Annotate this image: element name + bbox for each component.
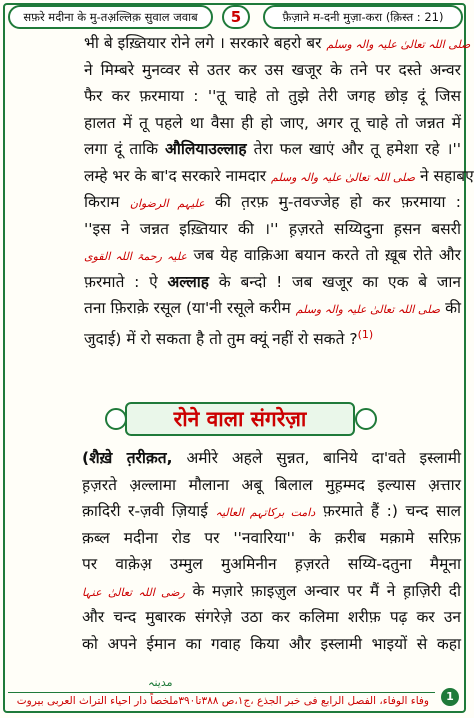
text-line: तना फ़िराक़े रसूल (या'नी रसूले करीम صلی اللہ تعالیٰ علیہ والہ وسلم की bbox=[84, 299, 461, 317]
footer-divider bbox=[8, 692, 435, 693]
page-footer bbox=[8, 676, 463, 710]
text-line: किराम علیہم الرضوان की त़रफ़ मु-तवज्जेह हो कर फ़रमाया : bbox=[84, 193, 462, 211]
text-line: ने मिम्बरे मुनव्वर से उतर कर उस खजूर के तने पर दस्ते अन्वर bbox=[84, 60, 461, 79]
page-header bbox=[8, 5, 463, 31]
text-line: फ़रमाते : ऐ अल्लाह के बन्दो ! जब खजूर का एक बे जान bbox=[84, 272, 461, 291]
salutation: علیہ رحمۃ اللہ القوی bbox=[84, 250, 187, 263]
salutation: صلی اللہ تعالیٰ علیہ والہ وسلم bbox=[326, 38, 471, 51]
salutation: دامت برکاتہم العالیہ bbox=[215, 506, 316, 519]
text-line: ह़ज़रते अ़ल्लामा मौलाना अबू बिलाल मुह़म्मद इल्यास अ़त्तार bbox=[82, 475, 461, 494]
salutation: صلی اللہ تعالیٰ علیہ والہ وسلم bbox=[295, 303, 441, 316]
text-line: علیہ رحمۃ اللہ القوی जब येह वाक़िआ बयान करते तो ख़ूब रोते और bbox=[84, 246, 461, 264]
text-line: क़ब्ल मदीना रोड पर ''नवारिया'' के क़रीब मक़ामे सरिफ़ bbox=[82, 528, 461, 547]
ornament-icon bbox=[105, 408, 127, 430]
salutation: علیہم الرضوان bbox=[129, 197, 205, 210]
paragraph-1 bbox=[84, 30, 474, 348]
text-line: लगा दूं ताकि औलियाउल्लाह तेरा फल खाएं और तू हमेशा रहे ।'' bbox=[84, 140, 461, 158]
footer-mark: مدینہ bbox=[148, 676, 173, 689]
paragraph-2 bbox=[82, 445, 461, 657]
text-line: ''इस ने जन्नत इख़्तियार की ।'' ह़ज़रते सय्यिदुना ह़सन बसरी bbox=[84, 219, 461, 238]
footnote-ref: (1) bbox=[357, 327, 374, 341]
text-line: लम्हे भर के बा'द सरकारे नामदार صلی اللہ تعالیٰ علیہ والہ وسلم ने सहाबए bbox=[84, 166, 474, 185]
footnote-reference: وفاء الوفاء، الفصل الرابع فی خبر الجذع ،ج١،ص ٣٨٨تا٣٩٠ملخصاً دار احیاء التراث العربی بیروت bbox=[16, 695, 429, 707]
text-line: رضی اللہ تعالیٰ عنہا के मज़ारे फ़ाइज़ुल अन्वार पर मैं ने ह़ाज़िरी दी bbox=[82, 581, 461, 600]
text-line: जुदाई) में रो सकता है तो तुम क्यूं नहीं रो सकते ?$^{(1)}$ bbox=[84, 327, 374, 348]
page-number: 5 bbox=[222, 5, 250, 29]
text-line: हालत में तू पहले था वैसा ही हो जाए, अगर तू चाहे तो जन्नत में bbox=[84, 113, 461, 132]
text-line: फैर कर फ़रमाया : ''तू चाहे तो तुझे तेरी जगह छोड़ दूं जिस bbox=[84, 87, 461, 105]
text-line: क़ादिरी र-ज़वी ज़ियाई دامت برکاتہم العالیہ फ़रमाते हैं :) चन्द साल bbox=[82, 502, 461, 520]
section-title: रोने वाला संगरेज़ा bbox=[125, 402, 355, 436]
book-title-left: सफ़रे मदीना के मु-तअ़ल्लिक़ सुवाल जवाब bbox=[8, 5, 213, 29]
text-line: और चन्द मुबारक संगरेज़े उठा कर कलिमा शरीफ़ पढ़ कर उन bbox=[82, 608, 461, 626]
book-title-right: फ़ैज़ाने म-दनी मुज़ा-करा (क़िस्त : 21) bbox=[263, 5, 463, 29]
salutation: صلی اللہ تعالیٰ علیہ والہ وسلم bbox=[271, 170, 416, 184]
footnote-number: 1 bbox=[441, 688, 459, 706]
text-line: को अपने ईमान का गवाह किया और इस्लामी भाइयों से कहा bbox=[82, 634, 461, 653]
ornament-icon bbox=[355, 408, 377, 430]
salutation: رضی اللہ تعالیٰ عنہا bbox=[82, 585, 185, 599]
text-line: पर वाक़ेअ़ उम्मुल मुअमिनीन ह़ज़रते सय्यि-दतुना मैमूना bbox=[82, 555, 461, 573]
text-line: भी बे इख़्तियार रोने लगे । सरकारे बहरो बर صلی اللہ تعالیٰ علیہ والہ وسلم bbox=[84, 34, 471, 52]
text-line: (शैख़े त़रीक़त, अमीरे अहले सुन्नत, बानिये दा'वते इस्लामी bbox=[82, 449, 461, 467]
section-heading bbox=[105, 402, 377, 436]
